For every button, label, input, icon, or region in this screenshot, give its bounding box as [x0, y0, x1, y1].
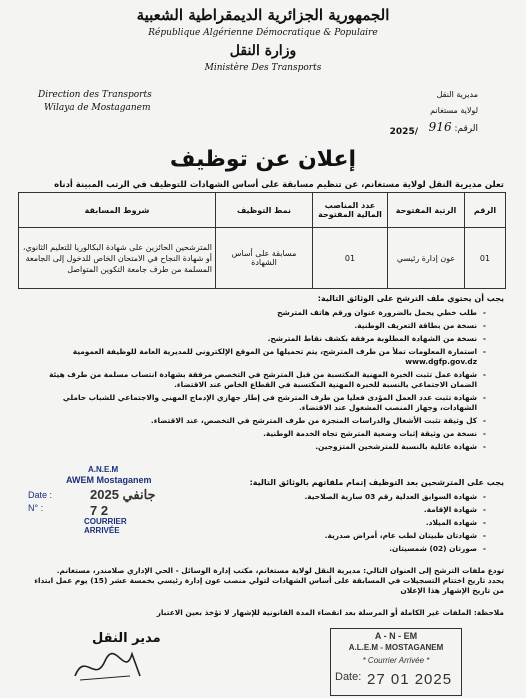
- table-cell: 01: [465, 228, 506, 289]
- list-item: - شهادة تثبت عدد العمل المؤدى فعليا من طرف المترشح في إطار جهازي الإدماج المهني والاجتماعي للشباب حاملي الشهادات، وجهاز المنصب المشغول عند الاقتضاء.: [46, 393, 486, 413]
- table-cell: مسابقة على أساس الشهادة: [216, 228, 313, 289]
- ministry-arabic: وزارة النقل: [229, 43, 297, 59]
- table-header: نمط التوظيف: [216, 193, 313, 228]
- signature-title: مدير النقل: [92, 631, 161, 646]
- reference-number: [429, 120, 478, 134]
- list-item: - كل وثيقة تثبت الأشغال والدراسات المنجزة من طرف المترشح في التخصص، عند الاقتضاء.: [46, 416, 486, 426]
- final-documents-list: [186, 492, 486, 557]
- deposit-text: تودع ملفات الترشح إلى العنوان التالي: مديرية النقل لولاية مستغانم، مكتب إدارة الوسائل - الحي الإداري صلامندر، مستغانم.: [56, 566, 504, 575]
- list-item: - نسخة من الشهادة المطلوبة مرفقة بكشف نقاط المترشح.: [46, 334, 486, 344]
- stamp-name: AWEM Mostaganem: [66, 475, 152, 485]
- list-item: - نسخة من وثيقة إثبات وضعية المترشح تجاه الخدمة الوطنية.: [46, 429, 486, 439]
- list-item: - طلب خطي يحمل بالضرورة عنوان ورقم هاتف المترشح: [46, 308, 486, 318]
- direction-french: Direction des Transports: [38, 90, 152, 100]
- wilaya-french: Wilaya de Mostaganem: [44, 103, 151, 113]
- stamp-status: * Courrier Arrivée *: [362, 656, 430, 665]
- reference-number-value: 916: [428, 120, 452, 134]
- table-row: [19, 228, 506, 289]
- handwritten-signature: [70, 646, 150, 686]
- stamp-org: A.N.E.M: [88, 465, 119, 474]
- reference-year: 2025/: [389, 127, 418, 137]
- stamp-date-value: 27 01 2025: [367, 671, 453, 688]
- right-header-wilaya: لولاية مستغانم: [430, 106, 478, 115]
- stamp-date-label: Date :: [28, 490, 53, 500]
- stamp-name: A.L.E.M - MOSTAGANEM: [348, 643, 444, 652]
- stamp-date-label: Date:: [335, 671, 362, 683]
- list-item: - شهادة الميلاد.: [186, 518, 486, 528]
- right-header-directorate: مديرية النقل: [436, 90, 478, 99]
- list-item: - شهادة السوابق العدلية رقم 03 سارية الصلاحية.: [186, 492, 486, 502]
- list-item: - شهادة عمل تثبت الخبرة المهنية المكتسبة من قبل المترشح في التخصص مرفقة بشهادة انتساب مسلمة من طرف هيئة الضمان الاجتماعي بالنسبة للخبرة المهنية المكتسبة في القطاع الخاص عند الاقتضاء.: [46, 370, 486, 390]
- intro-text: تعلن مديرية النقل لولاية مستغانم، عن تنظيم مسابقة على أساس الشهادات للتوظيف في الرتب المبينة أدناه: [54, 180, 504, 190]
- page-title: إعلان عن توظيف: [169, 147, 357, 172]
- list-item: - نسخة من بطاقة التعريف الوطنية.: [46, 321, 486, 331]
- table-header: عدد المناصب المالية المفتوحة: [313, 193, 388, 228]
- table-header: شروط المسابقة: [19, 193, 216, 228]
- final-documents-heading: يجب على المترشحين بعد التوظيف إتمام ملفاتهم بالوثائق التالية:: [249, 478, 504, 487]
- table-cell: 01: [313, 228, 388, 289]
- documents-list: [46, 308, 486, 455]
- anem-received-stamp: [28, 465, 156, 535]
- reference-number-label: الرقم:: [454, 124, 478, 134]
- republic-arabic: الجمهورية الجزائرية الديمقراطية الشعبية: [136, 6, 390, 24]
- table-cell: عون إدارة رئيسي: [388, 228, 465, 289]
- list-item: - شهادة الإقامة.: [186, 505, 486, 515]
- republic-french: République Algérienne Démocratique & Populaire: [148, 28, 378, 38]
- documents-heading: يجب أن يحتوي ملف الترشح على الوثائق التالية:: [317, 294, 504, 303]
- alem-received-stamp: [330, 628, 462, 696]
- stamp-number-label: N° :: [28, 503, 44, 513]
- ministry-french: Ministère Des Transports: [204, 63, 322, 73]
- deadline-text: يحدد تاريخ اختتام التسجيلات في المسابقة على أساس الشهادات لتولي منصب عون إدارة رئيسي بخمسة عشر (15) يوم عمل ابتداء من تاريخ الإشهار هذا الإعلان: [34, 576, 504, 595]
- list-item: - شهادتان طبيتان لطب عام، أمراض صدرية.: [186, 531, 486, 541]
- table-header: الرتبة المفتوحة: [388, 193, 465, 228]
- stamp-org: A - N - EM: [374, 631, 418, 641]
- list-item: - استمارة المعلومات تملأ من طرف المترشح، يتم تحميلها من الموقع الإلكتروني للمديرية العامة للوظيفة العمومية www.dgfp.gov.dz: [46, 347, 486, 367]
- stamp-date-value: 2025 جانفي 2 7: [90, 487, 156, 518]
- list-item: - صورتان (02) شمسيتان.: [186, 544, 486, 554]
- stamp-status: COURRIER ARRIVÉE: [84, 517, 127, 535]
- table-cell: المترشحين الحائزين على شهادة البكالوريا للتعليم الثانوي، أو شهادة النجاح في الامتحان الخاص للدخول إلى الجامعة المسلمة من طرف جامعة التكوين المتواصل: [19, 228, 216, 289]
- list-item: - شهادة عائلية بالنسبة للمترشحين المتزوجين.: [46, 442, 486, 452]
- note-text: ملاحظة: الملفات غير الكاملة أو المرسلة بعد انقضاء المدة القانونية للإشهار لا تؤخذ بعين الاعتبار: [156, 608, 504, 617]
- table-header-row: [19, 193, 506, 228]
- positions-table: [18, 192, 506, 289]
- table-header: الرقم: [465, 193, 506, 228]
